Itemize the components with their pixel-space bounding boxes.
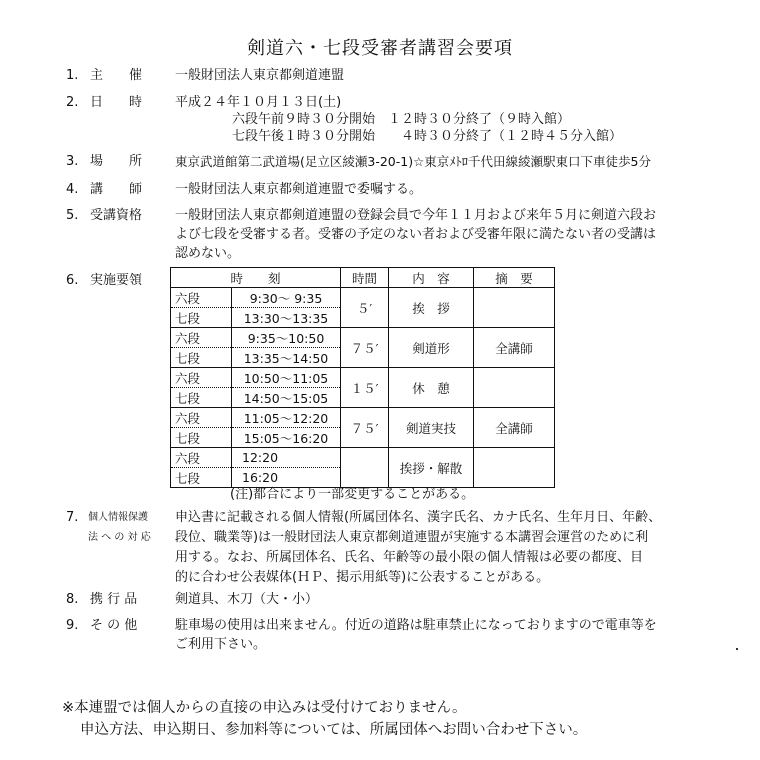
section-number: 3. [66, 154, 79, 169]
section-label: 実施要領 [90, 273, 143, 288]
header-note: 摘 要 [474, 268, 555, 288]
content-cell: 休 憩 [389, 368, 474, 408]
section-text: 一般財団法人東京都剣道連盟で委嘱する。 [175, 182, 423, 197]
section-number: 8. [66, 592, 79, 607]
dan-6: 六段 [171, 408, 232, 428]
time-6dan: 10:50〜11:05 [232, 368, 341, 388]
section-number: 6. [66, 273, 79, 288]
section-number: 1. [66, 68, 79, 83]
content-cell: 挨拶・解散 [389, 448, 474, 488]
table-header-row [171, 268, 555, 288]
time-6dan: 11:05〜12:20 [232, 408, 341, 428]
table-row [171, 408, 555, 428]
privacy-line: 段位、職業等)は一般財団法人東京都剣道連盟が実施する本講習会運営のために利 [175, 530, 649, 545]
time-line-6dan: 六段午前９時３０分開始 １２時３０分終了（９時入館） [232, 112, 571, 127]
schedule-table [170, 267, 555, 488]
dan-6: 六段 [171, 368, 232, 388]
time-6dan: 9:30〜 9:35 [232, 288, 341, 308]
schedule-footnote: (注)都合により一部変更することがある。 [230, 487, 475, 502]
footer-notice: ※本連盟では個人からの直接の申込みは受付けておりません。 [62, 700, 467, 716]
note-cell [474, 288, 555, 328]
time-7dan: 14:50〜15:05 [232, 388, 341, 408]
section-privacy [0, 508, 760, 588]
scan-speck [736, 648, 738, 650]
time-6dan: 12:20 [232, 448, 341, 468]
duration-cell: １５′ [341, 368, 389, 408]
footer-instructions: 申込方法、申込期日、参加料等については、所属団体へお問い合わせ下さい。 [80, 722, 588, 738]
section-label: 日 時 [90, 95, 143, 110]
note-cell: 全講師 [474, 408, 555, 448]
privacy-line: 用する。なお、所属団体名、氏名、年齢等の最小限の個人情報は必要の都度、目 [175, 550, 644, 565]
note-cell [474, 448, 555, 488]
time-7dan: 13:35〜14:50 [232, 348, 341, 368]
section-text: 一般財団法人東京都剣道連盟 [175, 68, 345, 83]
section-label: 場 所 [90, 154, 143, 169]
section-label: 法 へ の 対 応 [88, 532, 151, 543]
section-number: 4. [66, 182, 79, 197]
time-7dan: 15:05〜16:20 [232, 428, 341, 448]
section-number: 5. [66, 208, 79, 223]
section-other [0, 616, 760, 656]
table-row [171, 368, 555, 388]
content-cell: 挨 拶 [389, 288, 474, 328]
dan-7: 七段 [171, 348, 232, 368]
section-number: 2. [66, 95, 79, 110]
eligibility-line: 一般財団法人東京都剣道連盟の登録会員で今年１１月および来年５月に剣道六段お [175, 208, 657, 223]
duration-cell: ７５′ [341, 328, 389, 368]
section-text: 剣道具、木刀（大・小） [175, 592, 319, 607]
other-line: 駐車場の使用は出来ません。付近の道路は駐車禁止になっておりますので電車等を [175, 618, 657, 633]
other-line: ご利用下さい。 [175, 637, 267, 652]
table-row [171, 288, 555, 308]
duration-cell [341, 448, 389, 488]
time-line-7dan: 七段午後１時３０分開始 ４時３０分終了（１２時４５分入館） [232, 129, 623, 144]
duration-cell: ５′ [341, 288, 389, 328]
section-number: 9. [66, 618, 79, 633]
header-time: 時 刻 [171, 268, 341, 288]
note-cell: 全講師 [474, 328, 555, 368]
dan-6: 六段 [171, 288, 232, 308]
table-row [171, 448, 555, 468]
section-number: 7. [66, 510, 79, 525]
time-6dan: 9:35〜10:50 [232, 328, 341, 348]
dan-6: 六段 [171, 328, 232, 348]
section-label: 携 行 品 [90, 592, 138, 607]
note-cell [474, 368, 555, 408]
dan-7: 七段 [171, 468, 232, 488]
section-label: 受講資格 [90, 208, 143, 223]
section-eligibility [0, 206, 760, 266]
privacy-line: 的に合わせ公表媒体(ＨＰ、掲示用紙等)に公表することがある。 [175, 570, 550, 585]
header-duration: 時間 [341, 268, 389, 288]
content-cell: 剣道実技 [389, 408, 474, 448]
dan-7: 七段 [171, 308, 232, 328]
content-cell: 剣道形 [389, 328, 474, 368]
section-label: 主 催 [90, 68, 143, 83]
section-datetime [0, 93, 760, 153]
section-text: 東京武道館第二武道場(足立区綾瀬3-20-1)☆東京ﾒﾄﾛ千代田線綾瀬駅東口下車徒歩5分 [175, 154, 651, 169]
date-line: 平成２４年１０月１３日(土) [175, 95, 342, 110]
time-7dan: 16:20 [232, 468, 341, 488]
dan-7: 七段 [171, 388, 232, 408]
table-row [171, 328, 555, 348]
eligibility-line: よび七段を受審する者。受審の予定のない者および受審年限に満たない者の受講は [175, 227, 657, 242]
section-label: そ の 他 [90, 618, 138, 633]
document-title: 剣道六・七段受審者講習会要項 [247, 38, 513, 59]
dan-6: 六段 [171, 448, 232, 468]
duration-cell: ７５′ [341, 408, 389, 448]
section-label: 講 師 [90, 182, 143, 197]
header-content: 内 容 [389, 268, 474, 288]
dan-7: 七段 [171, 428, 232, 448]
time-7dan: 13:30〜13:35 [232, 308, 341, 328]
privacy-line: 申込書に記載される個人情報(所属団体名、漢字氏名、カナ氏名、生年月日、年齢、 [175, 510, 662, 525]
section-label: 個人情報保護 [88, 512, 148, 523]
eligibility-line: 認めない。 [175, 246, 241, 261]
